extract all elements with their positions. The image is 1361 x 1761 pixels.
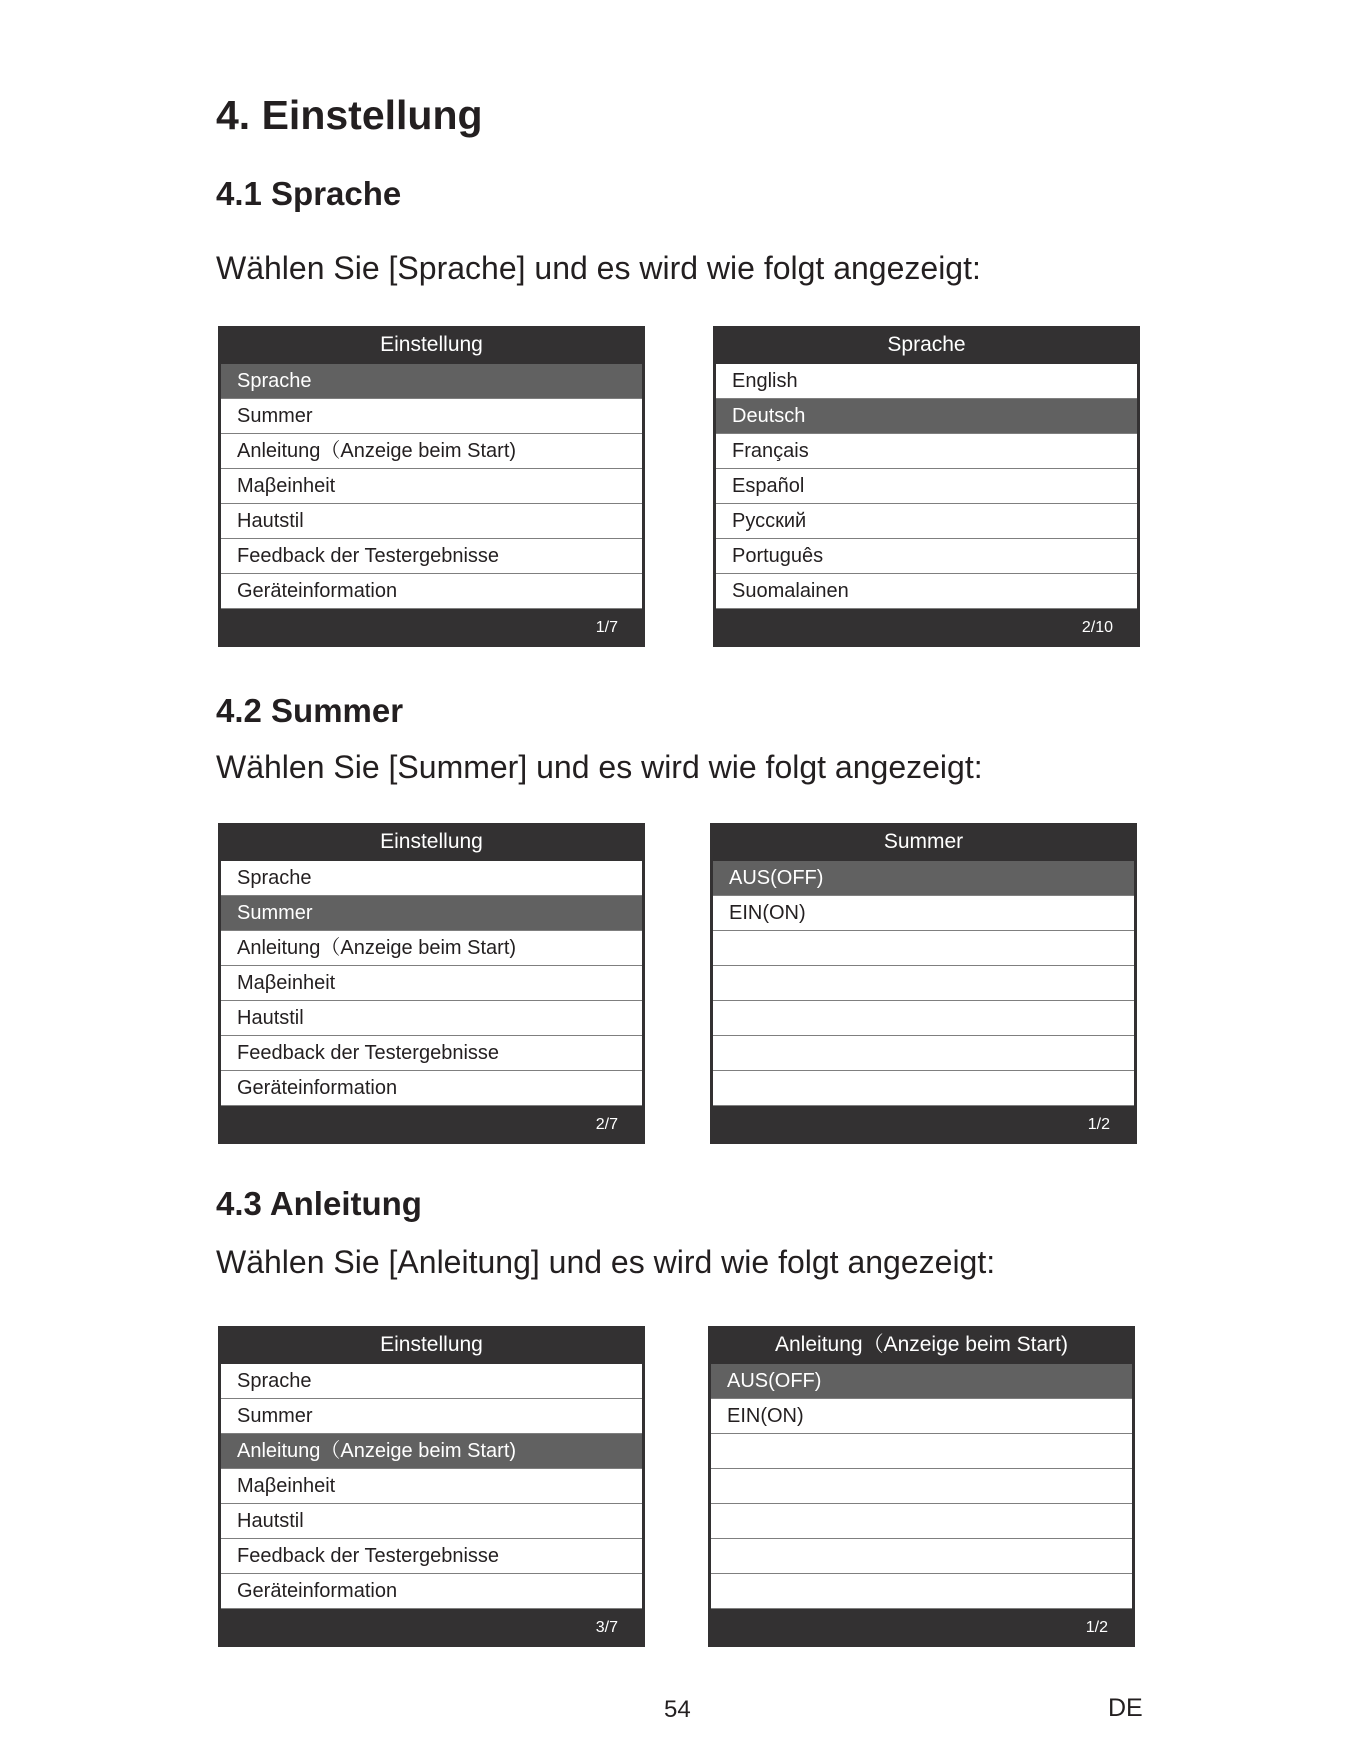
menu-item[interactable]: Anleitung（Anzeige beim Start) <box>221 434 642 469</box>
menu-item[interactable]: Sprache <box>221 364 642 399</box>
screen-einstellung-menu <box>218 326 645 647</box>
menu-item[interactable]: Hautstil <box>221 1001 642 1036</box>
menu-item[interactable]: AUS(OFF) <box>713 861 1134 896</box>
menu-item[interactable]: Español <box>716 469 1137 504</box>
menu-item[interactable]: Suomalainen <box>716 574 1137 609</box>
menu-item[interactable]: Français <box>716 434 1137 469</box>
menu-item[interactable]: Deutsch <box>716 399 1137 434</box>
menu-item[interactable] <box>711 1434 1132 1469</box>
page-indicator: 1/2 <box>1085 1619 1108 1636</box>
language-code: DE <box>1108 1694 1143 1722</box>
page-number: 54 <box>664 1696 691 1723</box>
menu-item[interactable] <box>713 1071 1134 1106</box>
section-heading-sprache: 4.1 Sprache <box>216 175 402 212</box>
menu-list <box>221 1364 642 1609</box>
menu-item[interactable]: Maβeinheit <box>221 469 642 504</box>
menu-item[interactable]: EIN(ON) <box>713 896 1134 931</box>
menu-item[interactable]: Summer <box>221 896 642 931</box>
page-title: 4. Einstellung <box>216 92 483 138</box>
menu-item[interactable] <box>713 931 1134 966</box>
menu-item[interactable] <box>711 1469 1132 1504</box>
page-indicator: 1/2 <box>1087 1116 1110 1133</box>
menu-item[interactable]: Sprache <box>221 861 642 896</box>
menu-list <box>711 1364 1132 1609</box>
menu-item[interactable]: EIN(ON) <box>711 1399 1132 1434</box>
menu-item[interactable]: English <box>716 364 1137 399</box>
section-instruction-anleitung: Wählen Sie [Anleitung] und es wird wie folgt angezeigt: <box>216 1244 996 1280</box>
screen-einstellung-menu <box>218 1326 645 1647</box>
page-indicator: 2/7 <box>595 1116 618 1133</box>
menu-list <box>221 861 642 1106</box>
menu-list <box>221 364 642 609</box>
screen-einstellung-menu <box>218 823 645 1144</box>
screen-title: Anleitung（Anzeige beim Start) <box>775 1333 1068 1356</box>
menu-item[interactable]: Geräteinformation <box>221 1574 642 1609</box>
menu-item[interactable]: Feedback der Testergebnisse <box>221 1539 642 1574</box>
page-indicator: 2/10 <box>1081 619 1113 636</box>
menu-item[interactable]: Sprache <box>221 1364 642 1399</box>
screen-title: Sprache <box>887 333 966 356</box>
menu-item[interactable] <box>711 1504 1132 1539</box>
menu-item[interactable] <box>711 1574 1132 1609</box>
menu-item[interactable]: Anleitung（Anzeige beim Start) <box>221 1434 642 1469</box>
page-indicator: 3/7 <box>595 1619 618 1636</box>
menu-item[interactable] <box>711 1539 1132 1574</box>
menu-item[interactable] <box>713 966 1134 1001</box>
section-instruction-sprache: Wählen Sie [Sprache] und es wird wie folgt angezeigt: <box>216 250 981 286</box>
screen-sprache-menu <box>713 326 1140 647</box>
menu-item[interactable]: Maβeinheit <box>221 966 642 1001</box>
menu-item[interactable]: Hautstil <box>221 1504 642 1539</box>
screen-title: Summer <box>883 830 964 853</box>
menu-item[interactable] <box>713 1001 1134 1036</box>
menu-item[interactable]: Feedback der Testergebnisse <box>221 1036 642 1071</box>
menu-item[interactable]: Geräteinformation <box>221 574 642 609</box>
menu-item[interactable]: Hautstil <box>221 504 642 539</box>
screen-title: Einstellung <box>380 830 483 853</box>
menu-item[interactable]: Русский <box>716 504 1137 539</box>
menu-item[interactable]: Summer <box>221 399 642 434</box>
section-heading-summer: 4.2 Summer <box>216 692 404 729</box>
menu-item[interactable]: Geräteinformation <box>221 1071 642 1106</box>
section-heading-anleitung: 4.3 Anleitung <box>216 1185 422 1222</box>
menu-item[interactable]: Anleitung（Anzeige beim Start) <box>221 931 642 966</box>
menu-list <box>713 861 1134 1106</box>
menu-item[interactable]: AUS(OFF) <box>711 1364 1132 1399</box>
screen-summer-menu <box>710 823 1137 1144</box>
screen-anleitung-menu <box>708 1326 1135 1647</box>
menu-item[interactable] <box>713 1036 1134 1071</box>
menu-item[interactable]: Maβeinheit <box>221 1469 642 1504</box>
menu-item[interactable]: Português <box>716 539 1137 574</box>
screen-title: Einstellung <box>380 1333 483 1356</box>
menu-list <box>716 364 1137 609</box>
page-indicator: 1/7 <box>595 619 618 636</box>
menu-item[interactable]: Feedback der Testergebnisse <box>221 539 642 574</box>
screen-title: Einstellung <box>380 333 483 356</box>
section-instruction-summer: Wählen Sie [Summer] und es wird wie folgt angezeigt: <box>216 749 983 785</box>
menu-item[interactable]: Summer <box>221 1399 642 1434</box>
